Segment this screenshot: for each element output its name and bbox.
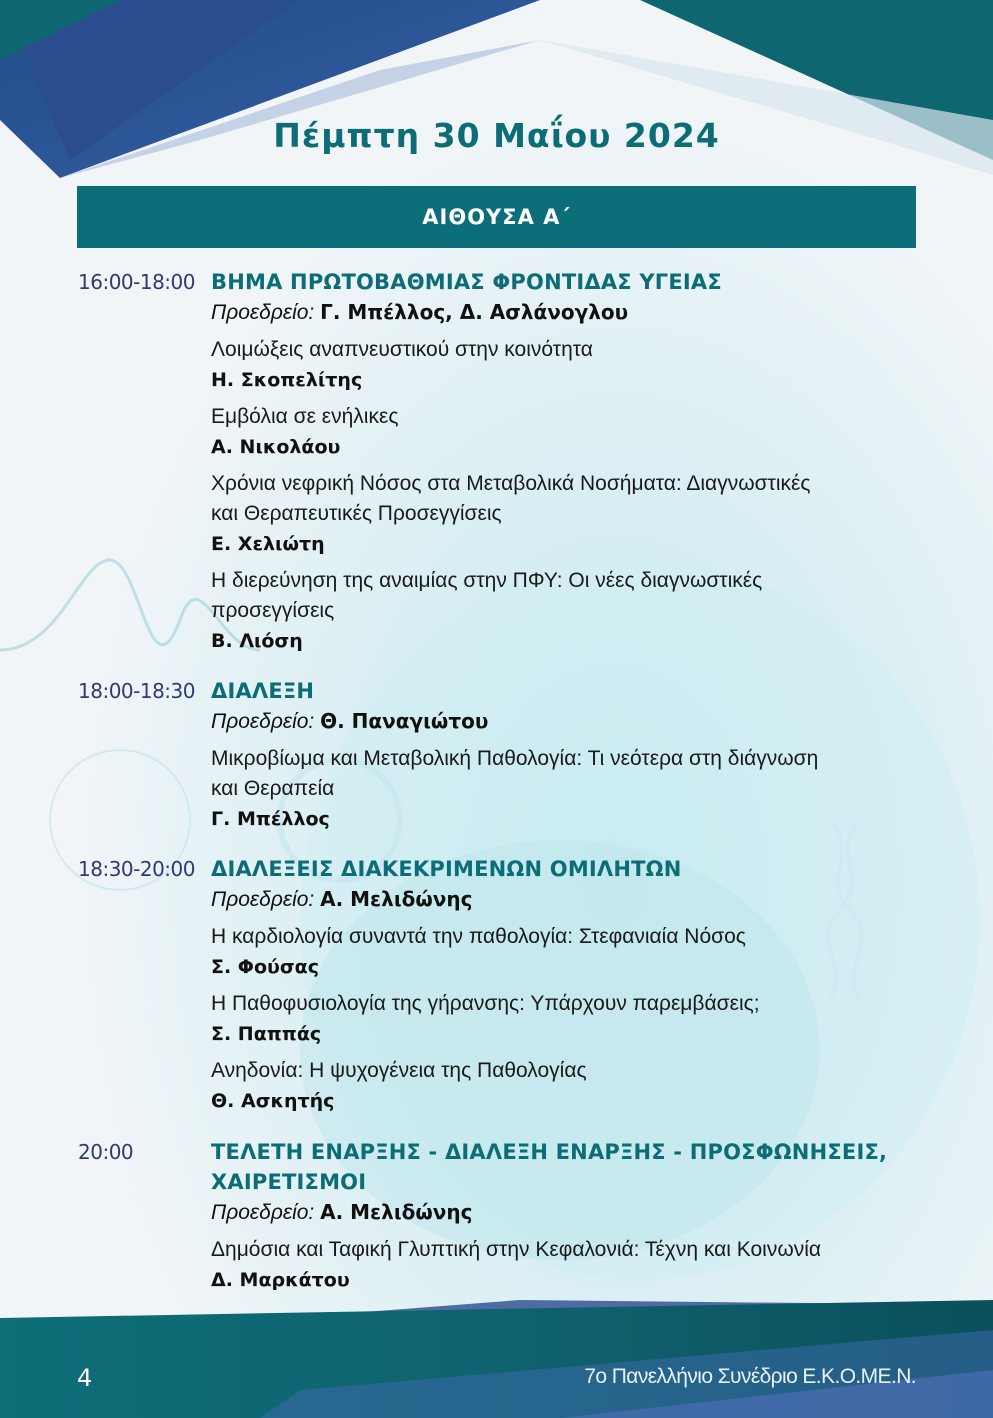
- session-title: ΔΙΑΛΕΞΕΙΣ ΔΙΑΚΕΚΡΙΜΕΝΩΝ ΟΜΙΛΗΤΩΝ: [211, 857, 682, 881]
- session-block: [211, 676, 931, 834]
- talk-title-line: Χρόνια νεφρική Νόσος στα Μεταβολικά Νοσήματα: Διαγνωστικές: [211, 472, 811, 495]
- talk-title-line: προσεγγίσεις: [211, 599, 335, 622]
- talk-title-line: Η διερεύνηση της αναιμίας στην ΠΦΥ: Οι νέες διαγνωστικές: [211, 569, 763, 592]
- session-chairs: [211, 297, 931, 328]
- talk-speaker: Θ. Ασκητής: [211, 1090, 335, 1112]
- session-title-line: ΤΕΛΕΤΗ ΕΝΑΡΞΗΣ - ΔΙΑΛΕΞΗ ΕΝΑΡΞΗΣ - ΠΡΟΣΦΩΝΗΣΕΙΣ,: [211, 1140, 888, 1164]
- page-title: Πέμπτη 30 Μαΐου 2024: [273, 116, 720, 155]
- talk-title-line: και Θεραπευτικές Προσεγγίσεις: [211, 502, 502, 525]
- session-block: [211, 267, 931, 656]
- session-time: 16:00-18:00: [78, 270, 195, 294]
- talk-speaker: Η. Σκοπελίτης: [211, 369, 363, 391]
- talk-speaker: Σ. Παππάς: [211, 1023, 322, 1045]
- room-banner: [77, 186, 916, 248]
- talk-speaker: Β. Λιόση: [211, 630, 303, 652]
- talk-title: [211, 744, 931, 804]
- talk-speaker: Α. Νικολάου: [211, 436, 341, 458]
- talk-title: [211, 469, 931, 529]
- talk-title: Δημόσια και Ταφική Γλυπτική στην Κεφαλονιά: Τέχνη και Κοινωνία: [211, 1238, 822, 1261]
- talk-speaker: Σ. Φούσας: [211, 956, 319, 978]
- talk-title-line: και Θεραπεία: [211, 777, 335, 800]
- talk-speaker: Ε. Χελιώτη: [211, 533, 325, 555]
- chair-label: Προεδρείο:: [211, 888, 315, 911]
- session-title: [211, 1137, 931, 1197]
- chair-names: Α. Μελιδώνης: [320, 887, 473, 911]
- room-label: ΑΙΘΟΥΣΑ Α΄: [422, 205, 571, 229]
- session-chairs: [211, 1197, 931, 1228]
- talk-title: Η καρδιολογία συναντά την παθολογία: Στεφανιαία Νόσος: [211, 925, 746, 948]
- session-title-line: ΧΑΙΡΕΤΙΣΜΟΙ: [211, 1170, 367, 1194]
- talk-title: Ανηδονία: Η ψυχογένεια της Παθολογίας: [211, 1059, 587, 1082]
- session-chairs: [211, 706, 931, 737]
- talk-speaker: Δ. Μαρκάτου: [211, 1269, 350, 1291]
- session-time: 18:00-18:30: [78, 679, 195, 703]
- session-time: 20:00: [78, 1140, 134, 1164]
- talk-title: Λοιμώξεις αναπνευστικού στην κοινότητα: [211, 338, 593, 361]
- chair-label: Προεδρείο:: [211, 301, 315, 324]
- session-block: [211, 1137, 931, 1295]
- chair-names: Θ. Παναγιώτου: [320, 709, 489, 733]
- session-time: 18:30-20:00: [78, 857, 195, 881]
- chair-names: Γ. Μπέλλος, Δ. Ασλάνογλου: [320, 300, 629, 324]
- talk-title: Εμβόλια σε ενήλικες: [211, 405, 399, 428]
- session-title: ΔΙΑΛΕΞΗ: [211, 679, 315, 703]
- session-chairs: [211, 884, 931, 915]
- talk-title: Η Παθοφυσιολογία της γήρανσης: Υπάρχουν παρεμβάσεις;: [211, 992, 760, 1015]
- conference-name: 7ο Πανελλήνιο Συνέδριο Ε.Κ.Ο.ΜΕ.Ν.: [584, 1365, 916, 1388]
- talk-title-line: Μικροβίωμα και Μεταβολική Παθολογία: Τι νεότερα στη διάγνωση: [211, 747, 819, 770]
- talk-title: [211, 566, 931, 626]
- chair-names: Α. Μελιδώνης: [320, 1200, 473, 1224]
- talk-speaker: Γ. Μπέλλος: [211, 808, 330, 830]
- session-block: [211, 854, 931, 1116]
- page-number: 4: [77, 1364, 93, 1392]
- chair-label: Προεδρείο:: [211, 1201, 315, 1224]
- session-title: ΒΗΜΑ ΠΡΩΤΟΒΑΘΜΙΑΣ ΦΡΟΝΤΙΔΑΣ ΥΓΕΙΑΣ: [211, 270, 722, 294]
- chair-label: Προεδρείο:: [211, 710, 315, 733]
